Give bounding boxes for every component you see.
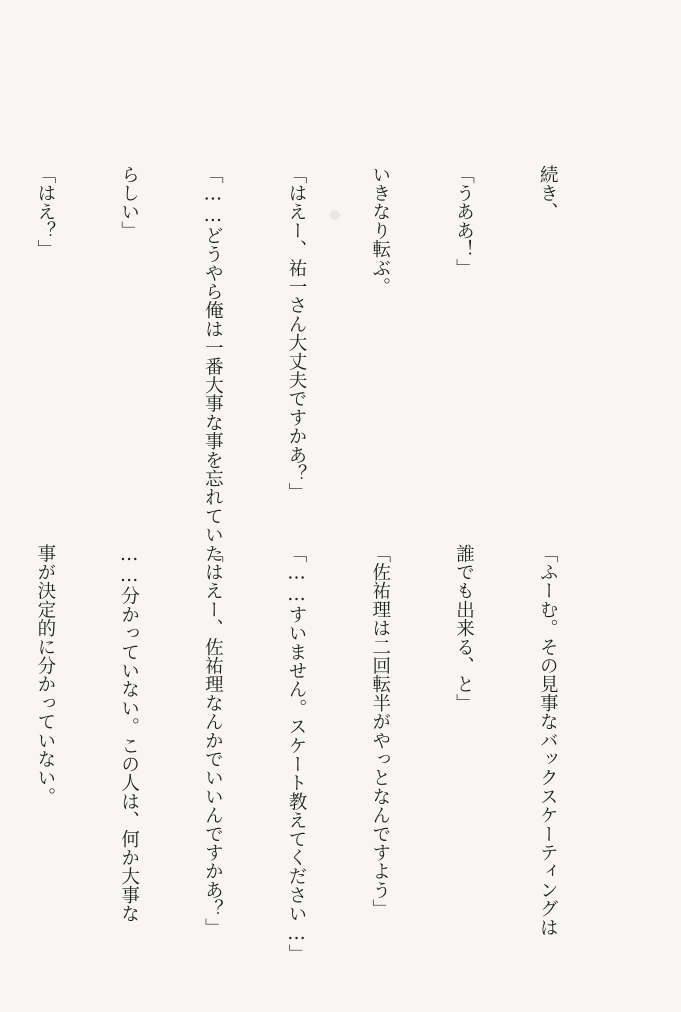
text-line: らしい」: [118, 165, 140, 240]
text-line: 「ふーむ。その見事なバックスケーティングは: [537, 544, 559, 937]
text-line: 続き、: [537, 165, 559, 222]
text-line: 事が決定的に分かっていない。: [34, 544, 56, 806]
text-line: 「佐祐理は二回転半がやっとなんですよう」: [369, 544, 391, 918]
text-line: いきなり転ぶ。: [369, 165, 391, 296]
text-block-bottom: [34, 544, 617, 963]
text-line: 「はえー、祐一さん大丈夫ですかあ？」: [286, 165, 308, 502]
text-line: ……分かっていない。この人は、何か大事な: [118, 544, 140, 923]
text-line: 「うああ！」: [453, 165, 475, 278]
text-line: 「はえー、佐祐理なんかでいいんですかあ？」: [202, 544, 224, 937]
text-block-top: [34, 165, 617, 563]
text-line: 誰でも出来る、と」: [453, 544, 475, 713]
text-line: 「……すいません。スケート教えてください…」: [286, 544, 308, 963]
text-line: 「はえ？」: [34, 165, 56, 259]
text-line: 「……どうやら俺は一番大事な事を忘れていた: [202, 165, 224, 563]
